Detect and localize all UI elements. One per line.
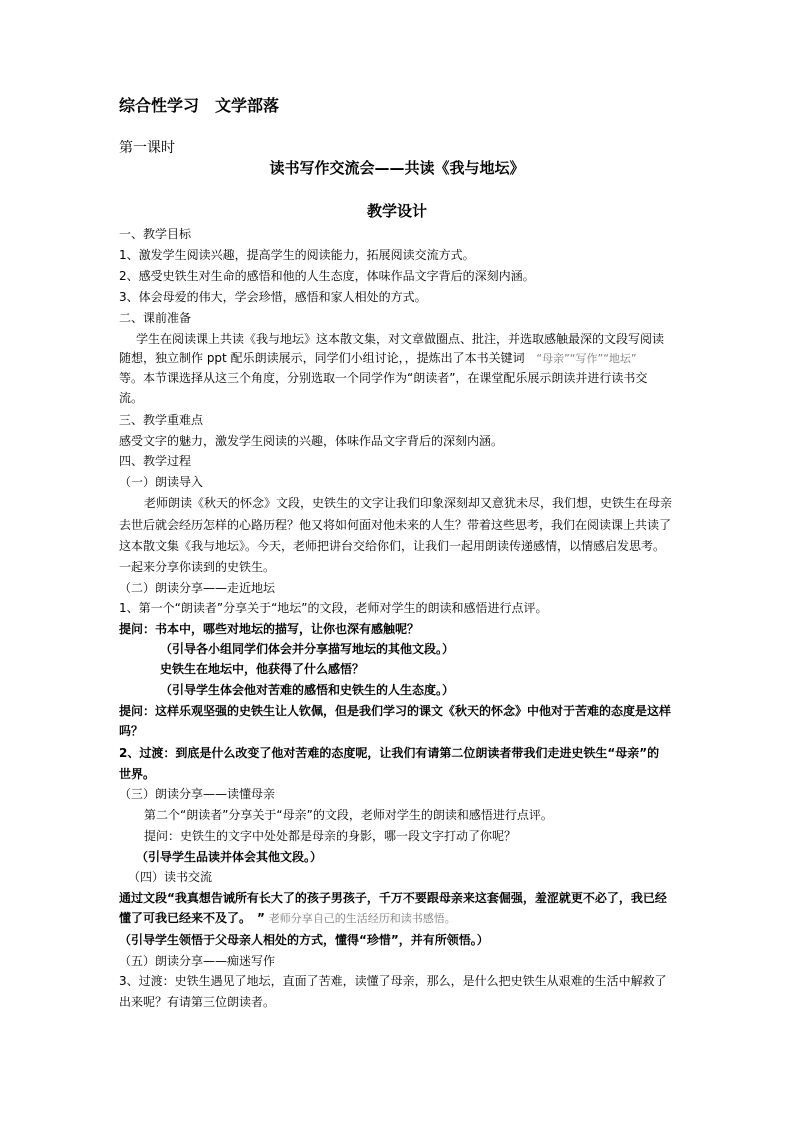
- question-line: 提问：史铁生的文字中处处都是母亲的身影，哪一段文字打动了你呢？: [144, 829, 517, 843]
- text-line: （引导学生品读并体会其他文段。）: [136, 850, 323, 864]
- text-line: 这本散文集《我与地坛》。今天，老师把讲台交给你们，让我们一起用朗读传递感情，以情感启发思考。: [119, 539, 666, 553]
- gray-note-run: 老师分享自己的生活经历和读书感悟。: [268, 912, 456, 925]
- transition-line: 3、过渡：史铁生遇见了地坛，直面了苦难，读懂了母亲，那么，是什么把史铁生从艰难的生活中解救了: [119, 974, 667, 988]
- text-run: 懂了可我已经来不及了。 ”: [119, 911, 265, 925]
- question-line: 提问：这样乐观坚强的史铁生让人钦佩，但是我们学习的课文《秋天的怀念》中他对于苦难的态度是这样: [119, 704, 672, 718]
- text-line: 学生在阅读课上共读《我与地坛》这本散文集，对文章做圈点、批注，并选取感触最深的文段写阅读: [136, 332, 665, 346]
- keywords-run: “母亲”“写作”“地坛”: [536, 352, 637, 365]
- section-heading: 三、教学重难点: [119, 413, 204, 427]
- text-line: 吗？: [119, 724, 144, 738]
- subsection-heading: （四）读书交流: [128, 870, 213, 884]
- lesson-label: 第一课时: [119, 140, 175, 156]
- section-heading: 一、教学目标: [119, 227, 192, 241]
- text-line: 世界。: [119, 767, 156, 781]
- text-line: 1、激发学生阅读兴趣，提高学生的阅读能力，拓展阅读交流方式。: [119, 248, 475, 262]
- unit-title: 综合性学习 文学部落: [119, 96, 280, 115]
- subsection-heading: （五）朗读分享——痴迷写作: [119, 954, 276, 968]
- text-line: 第二个“朗读者”分享关于“母亲”的文段，老师对学生的朗读和感悟进行点评。: [144, 808, 553, 822]
- text-line: 感受文字的魅力，激发学生阅读的兴趣，体味作品文字背后的深刻内涵。: [119, 434, 504, 448]
- text-line: 2、感受史铁生对生命的感悟和他的人生态度，体味作品文字背后的深刻内涵。: [119, 269, 535, 283]
- text-line: 出来呢？有请第三位朗读者。: [119, 995, 276, 1009]
- text-line: （引导学生体会他对苦难的感悟和史铁生的人生态度。）: [160, 683, 455, 697]
- subsection-heading: （二）朗读分享——走近地坛: [119, 581, 276, 595]
- section-heading: 四、教学过程: [119, 454, 192, 468]
- text-line: [119, 910, 456, 927]
- text-line: 史铁生在地坛中，他获得了什么感悟？: [160, 662, 365, 676]
- text-run: 随想，独立制作 ppt 配乐朗读展示，同学们小组讨论，，提炼出了本书关键词: [119, 351, 525, 365]
- text-line: （引导各小组同学们体会并分享描写地坛的其他文段。）: [160, 642, 455, 656]
- text-line: 3、体会母爱的伟大，学会珍惜，感悟和家人相处的方式。: [119, 290, 427, 304]
- subsection-heading: （一）朗读导入: [119, 475, 204, 489]
- transition-line: 2、过渡：到底是什么改变了他对苦难的态度呢，让我们有请第二位朗读者带我们走进史铁生“母亲”的: [119, 746, 660, 760]
- text-line: 通过文段“我真想告诫所有长大了的孩子男孩子，千万不要跟母亲来这套倔强，羞涩就更不必了，我已经: [119, 891, 667, 905]
- page-subtitle: 教学设计: [366, 202, 427, 220]
- text-line: 去世后就会经历怎样的心路历程？他又将如何面对他未来的人生？带着这些思考，我们在阅读课上共读了: [119, 518, 672, 532]
- question-line: 提问：书本中，哪些对地坛的描写，让你也深有感触呢？: [119, 622, 420, 636]
- text-line: （引导学生领悟于父母亲人相处的方式，懂得“珍惜”，并有所领悟。）: [119, 933, 489, 947]
- text-line: 老师朗读《秋天的怀念》文段，史铁生的文字让我们印象深刻却又意犹未尽，我们想，史铁生在母亲: [144, 496, 673, 510]
- text-line: 1、第一个“朗读者”分享关于“地坛”的文段，老师对学生的朗读和感悟进行点评。: [119, 601, 548, 615]
- subsection-heading: （三）朗读分享——读懂母亲: [119, 787, 276, 801]
- section-heading: 二、课前准备: [119, 311, 192, 325]
- text-line: 一起来分享你读到的史铁生。: [119, 560, 276, 574]
- page-title: 读书写作交流会——共读《我与地坛》: [269, 159, 525, 177]
- text-line: 等。本节课选择从这三个角度，分别选取一个同学作为“朗读者”，在课堂配乐展示朗读并进行读书交: [119, 371, 648, 385]
- text-line: [119, 350, 637, 367]
- text-line: 流。: [119, 391, 144, 405]
